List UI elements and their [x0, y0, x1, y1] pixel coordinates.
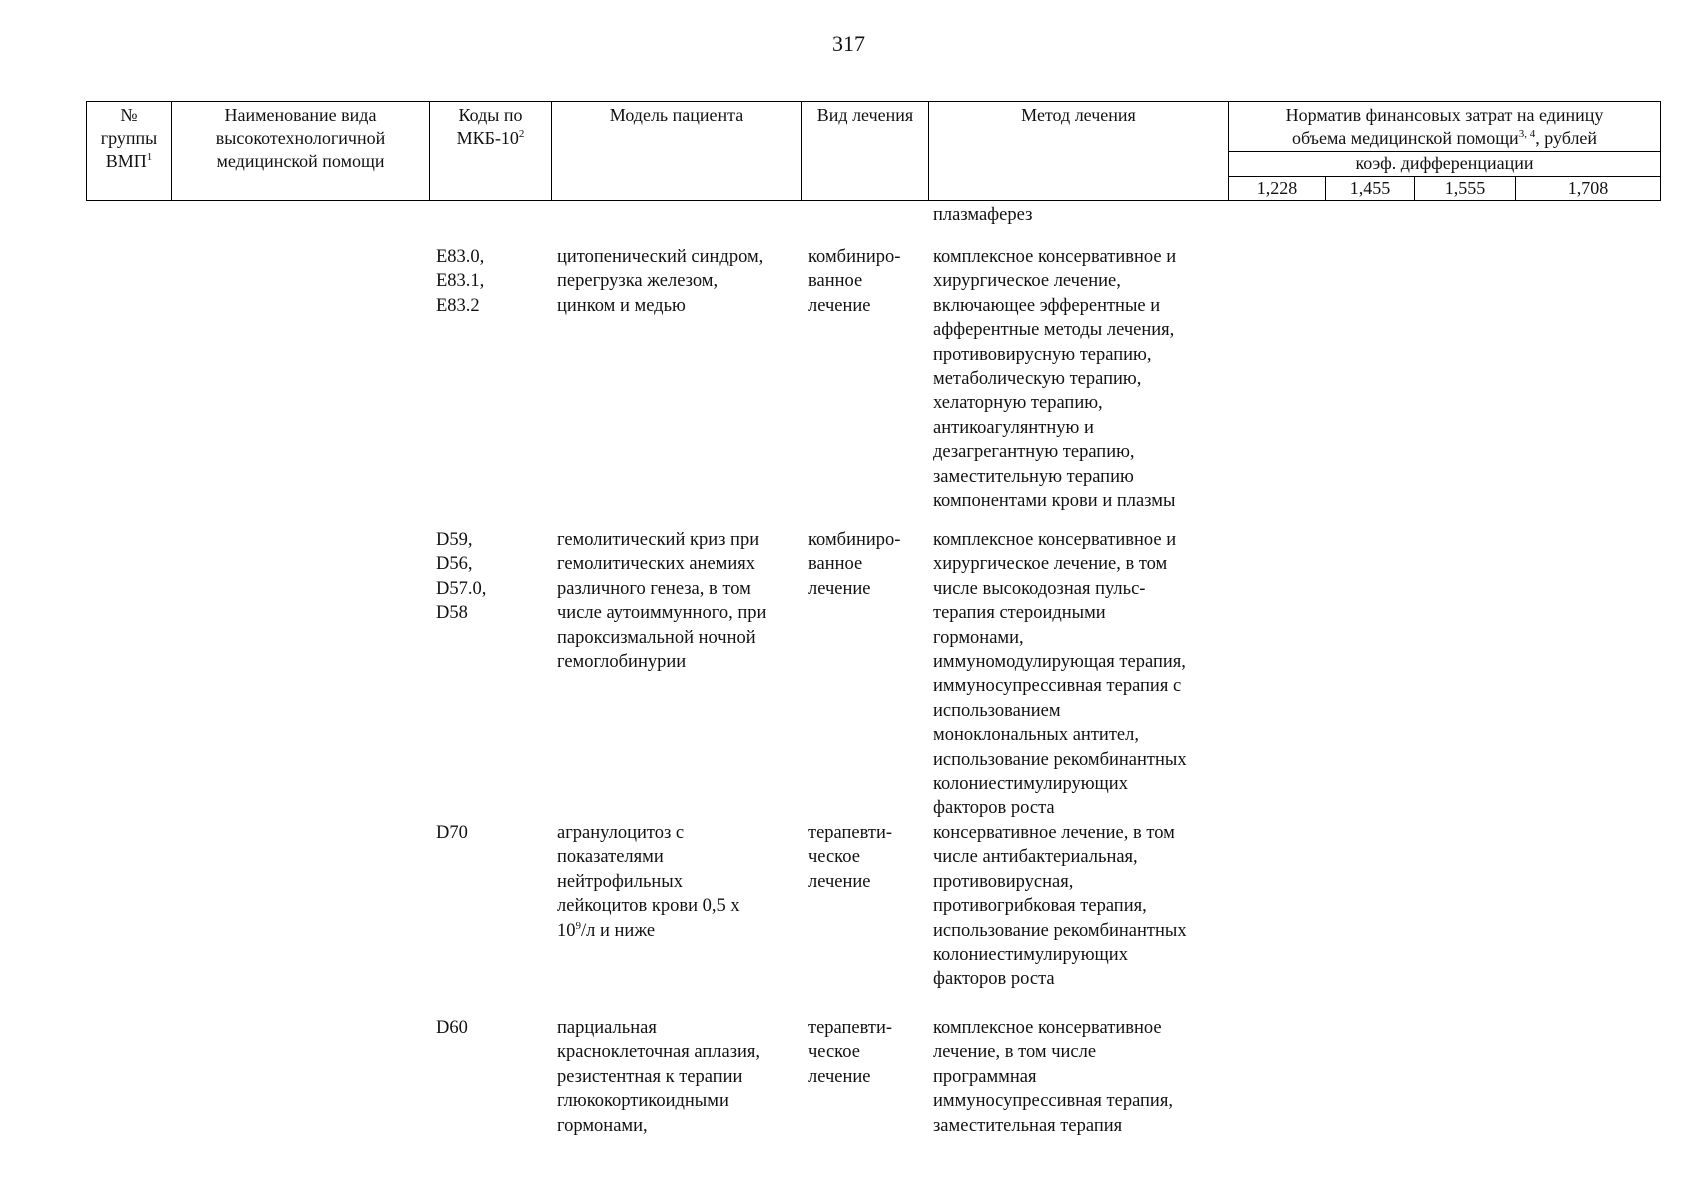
- header-cost-norm: Норматив финансовых затрат на единицу объема медицинской помощи$^{3, 4}$, рублей: [1229, 102, 1661, 152]
- row-treatment-method: консервативное лечение, в том числе антибактериальная, противовирусная, противогрибковая терапия, использование рекомбинантных колониестимулирующих факторов роста: [933, 823, 1187, 990]
- header-patient-model: Модель пациента: [552, 102, 802, 201]
- header-coef-value: 1,555: [1415, 176, 1516, 200]
- row-treatment-method: комплексное консервативное и хирургическое лечение, в том числе высокодозная пульс- терапия стероидными гормонами, иммуномодулирующая терапия, иммуносупрессивная терапия с использованием моноклональных антител, использование рекомбинантных колониестимулирующих факторов роста: [933, 530, 1187, 819]
- row-codes: E83.0, E83.1, E83.2: [436, 247, 485, 316]
- row-treatment-method: комплексное консервативное лечение, в том числе программная иммуносупрессивная терапия, заместительная терапия: [933, 1018, 1173, 1136]
- row-treatment-type: комбиниро- ванное лечение: [808, 530, 901, 599]
- row-treatment-type: комбиниро- ванное лечение: [808, 247, 901, 316]
- row-codes: D59, D56, D57.0, D58: [436, 530, 487, 624]
- row-patient-model: парциальная красноклеточная аплазия, резистентная к терапии глюкокортикоидными гормонами,: [557, 1018, 761, 1136]
- continuation-text: плазмаферез: [933, 205, 1033, 225]
- header-coef-value: 1,228: [1229, 176, 1326, 200]
- header-treatment-type: Вид лечения: [802, 102, 929, 201]
- header-group-number: № группы ВМП$^1$: [87, 102, 172, 201]
- row-treatment-type: терапевти- ческое лечение: [808, 823, 893, 892]
- page-number: 317: [832, 31, 865, 56]
- row-patient-model: агранулоцитоз с показателями нейтрофильных лейкоцитов крови 0,5 x $10^9/л$ и ниже: [557, 823, 740, 941]
- header-vmp-name: Наименование вида высокотехнологичной медицинской помощи: [172, 102, 430, 201]
- row-patient-model: цитопенический синдром, перегрузка железом, цинком и медью: [557, 247, 764, 316]
- row-treatment-method: комплексное консервативное и хирургическое лечение, включающее эфферентные и афферентные методы лечения, противовирусную терапию, метаболическую терапию, хелаторную терапию, антикоагулянтную и дезагрегантную терапию, заместительную терапию компонентами крови и плазмы: [933, 247, 1177, 512]
- row-codes: D70: [436, 823, 468, 843]
- header-treatment-method: Метод лечения: [929, 102, 1229, 201]
- row-patient-model: гемолитический криз при гемолитических анемиях различного генеза, в том числе аутоиммунного, при пароксизмальной ночной гемоглобинурии: [557, 530, 767, 673]
- header-coef-label: коэф. дифференциации: [1229, 151, 1661, 176]
- header-icd-codes: Коды по МКБ-$10^2$: [430, 102, 552, 201]
- row-treatment-type: терапевти- ческое лечение: [808, 1018, 893, 1087]
- header-coef-value: 1,708: [1516, 176, 1661, 200]
- header-coef-value: 1,455: [1326, 176, 1415, 200]
- row-codes: D60: [436, 1018, 468, 1038]
